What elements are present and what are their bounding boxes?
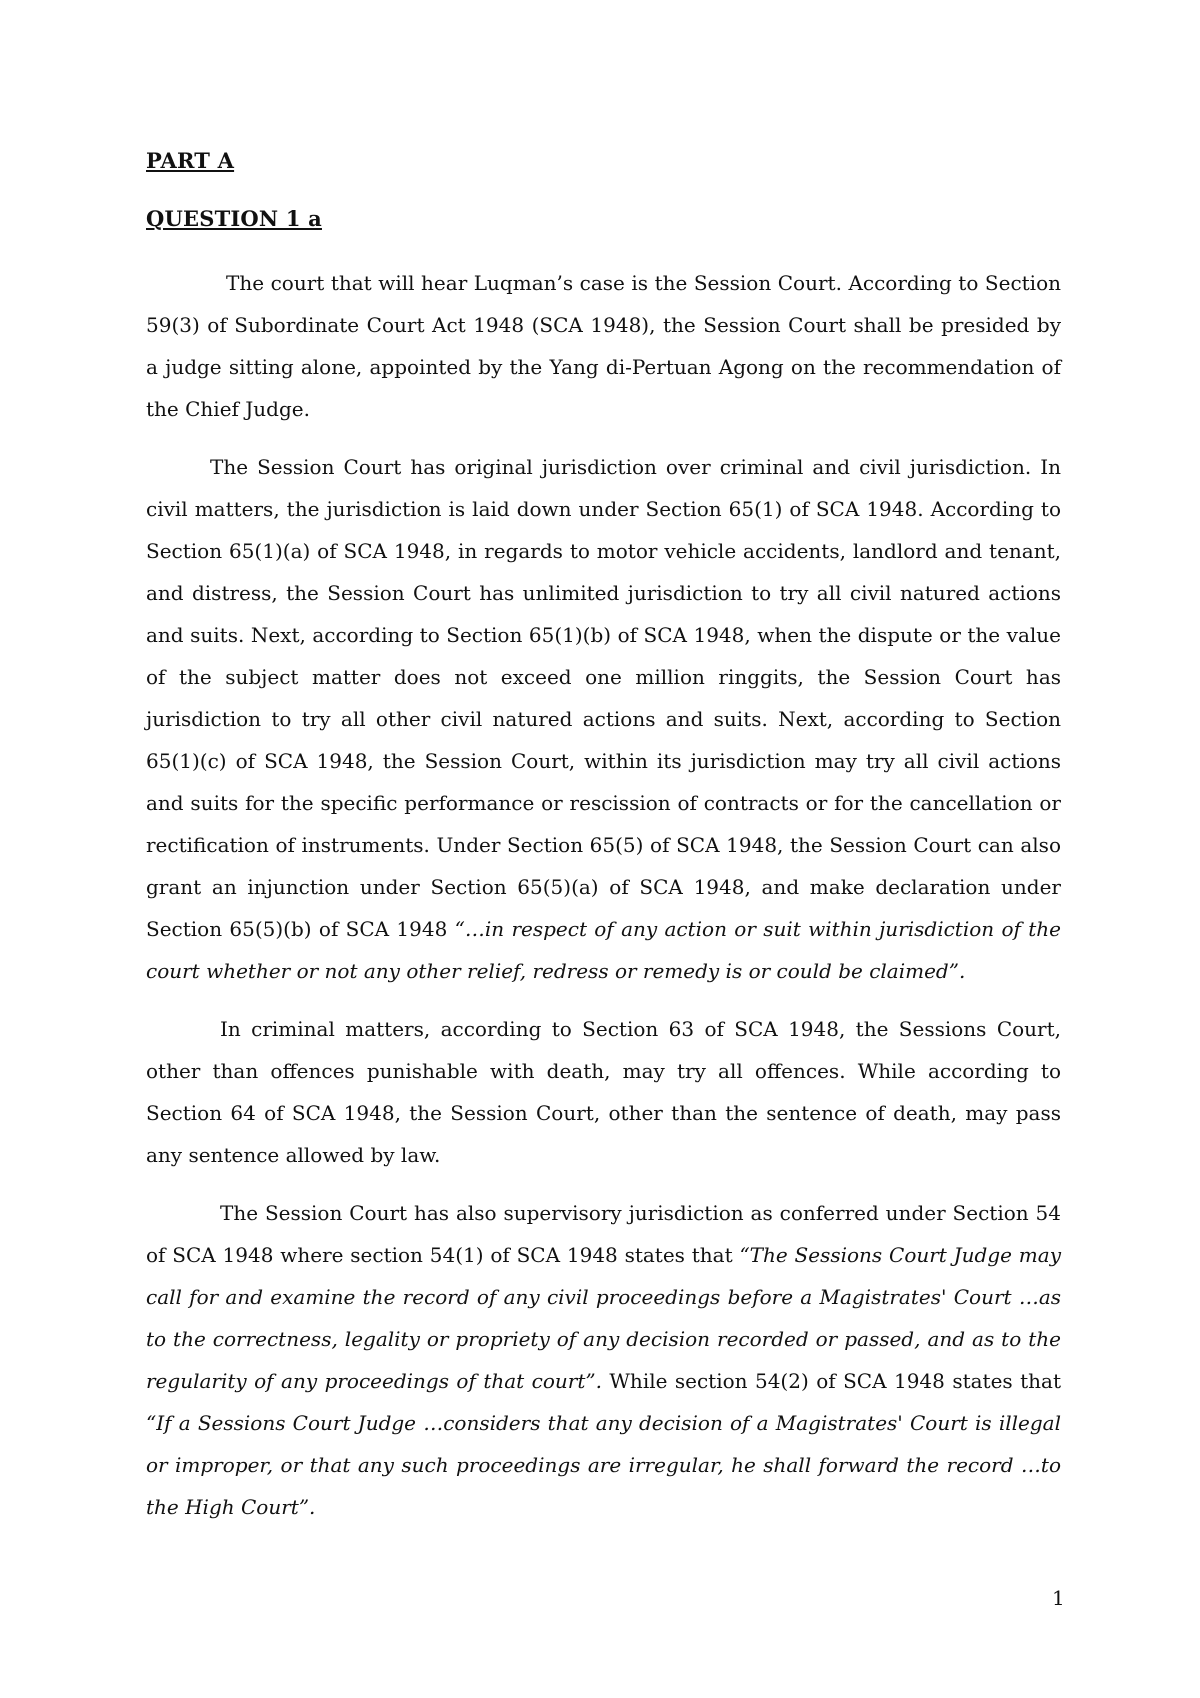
paragraph-text: The Session Court has also supervisory jurisdiction as conferred under Section 54 of SCA 1948 where section 54(1) of SCA 1948 states that bbox=[146, 1201, 1061, 1267]
paragraph-text: While section 54(2) of SCA 1948 states that bbox=[601, 1369, 1061, 1393]
paragraph-text: The Session Court has original jurisdiction over criminal and civil jurisdiction. In civil matters, the jurisdiction is laid down under Section 65(1) of SCA 1948. According to Section 65(1)(a) of SCA 1948, in regards to motor vehicle accidents, landlord and tenant, and distress, the Session Court has unlimited jurisdiction to try all civil natured actions and suits. Next, according to Section 65(1)(b) of SCA 1948, when the dispute or the value of the subject matter does not exceed one million ringgits, the Session Court has jurisdiction to try all other civil natured actions and suits. Next, according to Section 65(1)(c) of SCA 1948, the Session Court, within its jurisdiction may try all civil actions and suits for the specific performance or rescission of contracts or for the cancellation or rectification of instruments. Under Section 65(5) of SCA 1948, the Session Court can also grant an injunction under Section 65(5)(a) of SCA 1948, and make declaration under Section 65(5)(b) of SCA 1948 bbox=[146, 455, 1061, 941]
answer-body bbox=[146, 262, 1061, 1544]
quoted-text: “The Sessions Court Judge may call for and examine the record of any civil proceedings before a Magistrates' Court …as to the correctness, legality or propriety of any decision recorded or passed, and as to the regularity of any proceedings of that court”. bbox=[146, 1243, 1061, 1393]
paragraph-supervisory-jurisdiction bbox=[146, 1192, 1061, 1528]
paragraph-session-court-presiding bbox=[146, 262, 1061, 430]
quoted-text: “If a Sessions Court Judge …considers that any decision of a Magistrates' Court is illegal or improper, or that any such proceedings are irregular, he shall forward the record …to the High Court”. bbox=[146, 1411, 1061, 1519]
paragraph-text: The court that will hear Luqman’s case is the Session Court. According to Section 59(3) of Subordinate Court Act 1948 (SCA 1948), the Session Court shall be presided by a judge sitting alone, appointed by the Yang di-Pertuan Agong on the recommendation of the Chief Judge. bbox=[146, 271, 1061, 421]
part-heading: PART A bbox=[146, 148, 235, 173]
quoted-text: “…in respect of any action or suit within jurisdiction of the court whether or not any other relief, redress or remedy is or could be claimed”. bbox=[146, 917, 1061, 983]
question-heading: QUESTION 1 a bbox=[146, 206, 322, 231]
page-number: 1 bbox=[1052, 1586, 1065, 1610]
paragraph-criminal-jurisdiction bbox=[146, 1008, 1061, 1176]
paragraph-civil-jurisdiction bbox=[146, 446, 1061, 992]
paragraph-text: In criminal matters, according to Section 63 of SCA 1948, the Sessions Court, other than offences punishable with death, may try all offences. While according to Section 64 of SCA 1948, the Session Court, other than the sentence of death, may pass any sentence allowed by law. bbox=[146, 1017, 1061, 1167]
